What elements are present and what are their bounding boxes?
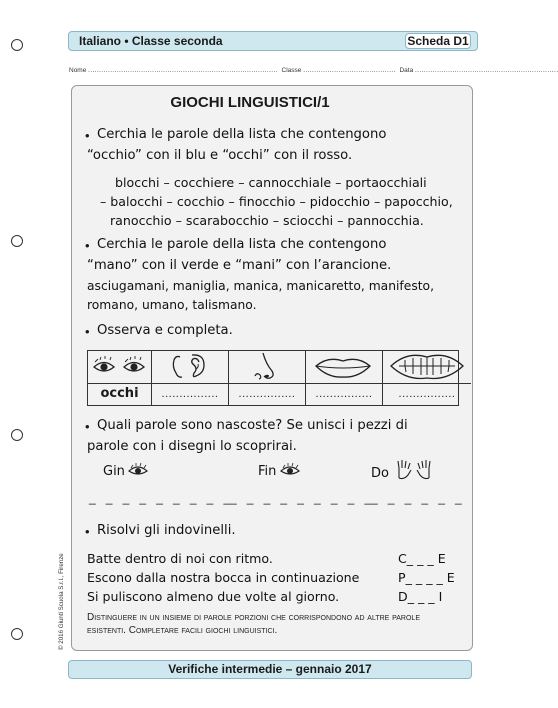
sheet-label: Scheda D1 xyxy=(405,33,471,49)
word-part-do: Do xyxy=(371,466,389,481)
eyes-icon xyxy=(88,351,152,384)
answer-occhi: occhi xyxy=(88,384,152,405)
blank-3[interactable]: _ _ _ _ _ _ xyxy=(371,491,466,505)
binder-hole xyxy=(11,39,23,51)
answer-blank[interactable]: ................ xyxy=(229,384,306,405)
binder-hole xyxy=(11,628,23,640)
ex4-instruction-1: Quali parole sono nascoste? Se unisci i pezzi di xyxy=(97,418,408,433)
teacher-note: Distinguere in un insieme di parole porzioni che corrispondono ad altre parole esistenti. Completare facili giochi linguistici. xyxy=(87,612,420,636)
ex1-words-2: – balocchi – cocchio – finocchio – pidocchio – papocchio, xyxy=(100,194,453,209)
word-part-fin: Fin xyxy=(258,464,277,479)
eye-icon xyxy=(128,463,148,477)
answer-blank[interactable]: ................ xyxy=(398,388,456,400)
name-field[interactable]: ...................................................................................... xyxy=(88,67,278,74)
subject-label: Italiano • Classe seconda xyxy=(79,34,223,48)
ex1-words-3: ranocchio – scarabocchio – sciocchi – pannocchia. xyxy=(110,213,424,228)
ex3-instruction: Osserva e completa. xyxy=(97,323,233,338)
ex2-words-1: asciugamani, maniglia, manica, manicaretto, manifesto, xyxy=(87,279,434,293)
copyright: © 2016 Giunti Scuola S.r.l., Firenze xyxy=(58,553,65,650)
riddle-1: Batte dentro di noi con ritmo. xyxy=(87,551,273,566)
answer-blank[interactable]: ................ xyxy=(152,384,229,405)
nose-icon xyxy=(229,351,306,384)
ear-icon xyxy=(152,351,229,384)
binder-hole xyxy=(11,235,23,247)
mouth-icon xyxy=(306,351,383,384)
ex5-instruction: Risolvi gli indovinelli. xyxy=(97,523,236,538)
blank-2[interactable]: _ _ _ _ _ _ _ _ _ xyxy=(230,491,375,505)
body-parts-table xyxy=(87,350,459,406)
blank-1[interactable]: _ _ _ _ _ _ _ _ _ xyxy=(89,491,234,505)
ex2-instruction-1: Cerchia le parole della lista che contengono xyxy=(97,237,387,252)
ex2-words-2: romano, umano, talismano. xyxy=(87,298,257,312)
header-bar xyxy=(68,31,478,51)
ex4-instruction-2: parole con i disegni lo scoprirai. xyxy=(87,439,297,454)
class-label: Classe xyxy=(281,67,302,74)
bullet: • xyxy=(85,524,90,539)
student-fields xyxy=(69,67,558,74)
footer-bar: Verifiche intermedie – gennaio 2017 xyxy=(68,660,472,679)
ex1-instruction-2: “occhio” con il blu e “occhi” con il rosso. xyxy=(87,148,353,163)
riddle-3-answer[interactable]: D_ _ _ I xyxy=(398,589,443,604)
riddle-3: Si puliscono almeno due volte al giorno. xyxy=(87,589,340,604)
bullet: • xyxy=(85,128,90,143)
class-field[interactable]: .......................................... xyxy=(303,67,396,74)
bullet: • xyxy=(85,419,90,434)
hands-icon xyxy=(396,458,432,480)
riddle-2-answer[interactable]: P_ _ _ _ E xyxy=(398,570,455,585)
ex2-instruction-2: “mano” con il verde e “mani” con l’arancione. xyxy=(87,258,392,273)
riddle-2: Escono dalla nostra bocca in continuazione xyxy=(87,570,360,585)
word-part-gin: Gin xyxy=(103,464,125,479)
teeth-icon xyxy=(383,351,471,384)
answer-blank[interactable]: ................ xyxy=(306,384,383,405)
name-label: Nome xyxy=(69,67,87,74)
ex1-instruction-1: Cerchia le parole della lista che contengono xyxy=(97,127,387,142)
bullet: • xyxy=(85,238,90,253)
eye-icon xyxy=(280,463,300,477)
ex1-words-1: blocchi – cocchiere – cannocchiale – portaocchiali xyxy=(115,175,427,190)
riddle-1-answer[interactable]: C_ _ _ E xyxy=(398,551,446,566)
worksheet-title: GIOCHI LINGUISTICI/1 xyxy=(170,94,330,111)
binder-hole xyxy=(11,429,23,441)
date-label: Data xyxy=(399,67,414,74)
bullet: • xyxy=(85,324,90,339)
date-field[interactable]: ................................................................. xyxy=(415,67,558,74)
